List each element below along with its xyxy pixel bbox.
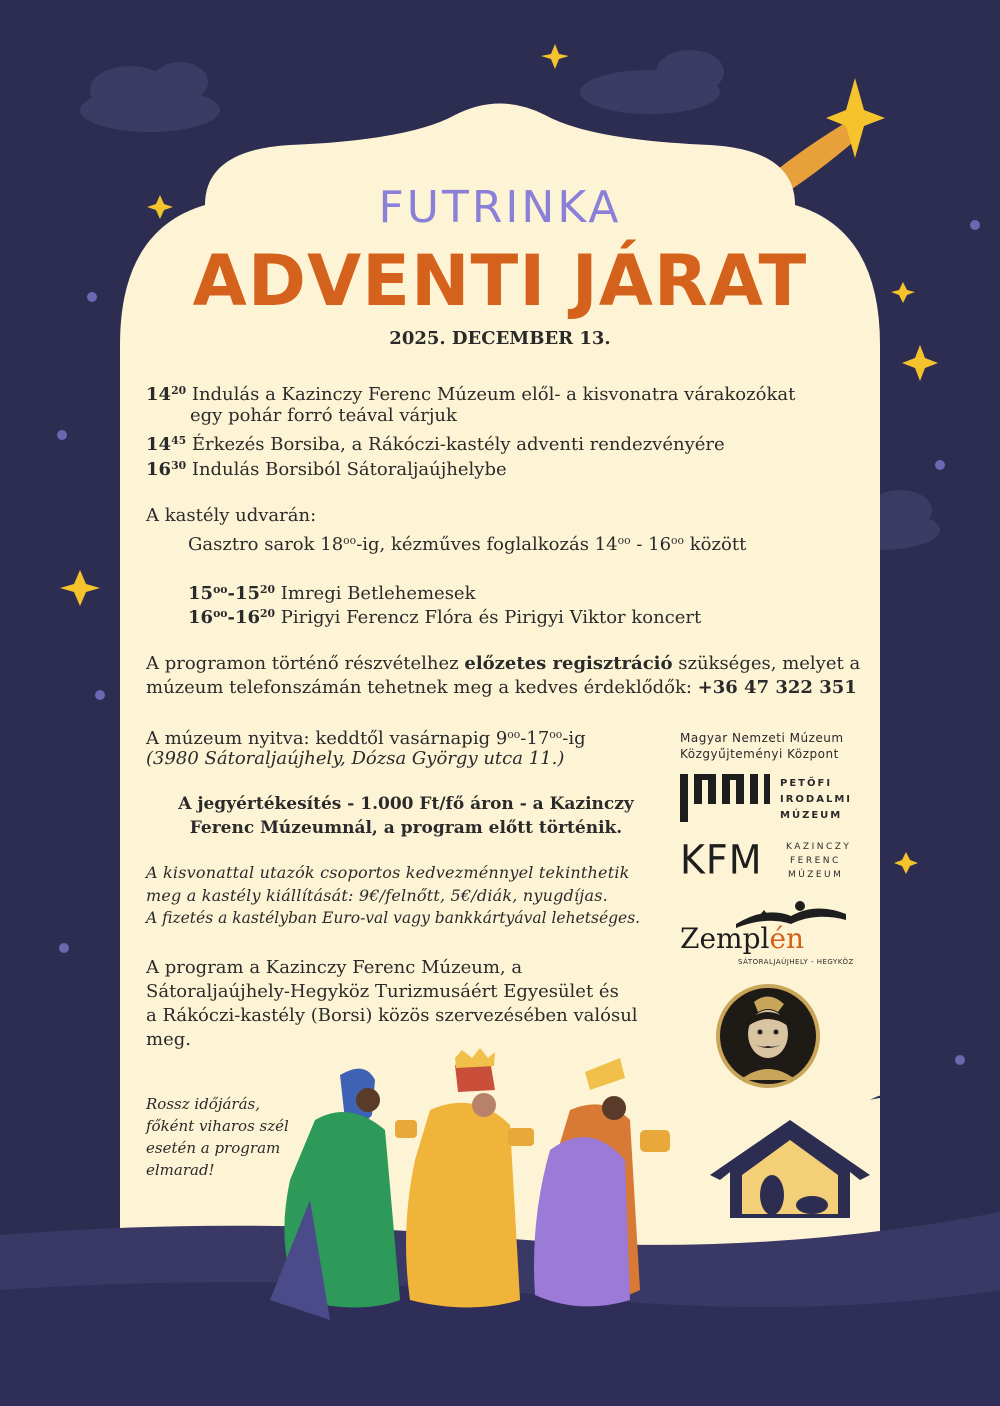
ticket-info: Ferenc Múzeumnál, a program előtt történik. xyxy=(189,818,623,838)
ticket-info: A jegyértékesítés - 1.000 Ft/fő áron - a Kazinczy xyxy=(178,794,634,814)
pim-mark-icon xyxy=(680,774,770,822)
discount-info: A fizetés a kastélyban Euro-val vagy bankkártyával lehetséges. xyxy=(146,909,641,927)
schedule-item: $14^{20}$ Indulás a Kazinczy Ferenc Múzeum elől- a kisvonatra várakozókat xyxy=(146,383,796,405)
organizers-text: a Rákóczi-kastély (Borsi) közös szervezésében valósul xyxy=(146,1005,638,1026)
schedule-item-continuation: egy pohár forró teával várjuk xyxy=(190,405,457,426)
castle-activities: Gasztro sarok $18^{oo}-ig$, kézműves foglalkozás $14^{oo} - 16^{oo}$ között xyxy=(188,533,747,555)
rakoczi-portrait-icon xyxy=(714,982,822,1090)
schedule-item: $14^{45}$ Érkezés Borsiba, a Rákóczi-kastély adventi rendezvényére xyxy=(146,433,725,455)
discount-info: A kisvonattal utazók csoportos kedvezménnyel tekinthetik xyxy=(146,863,630,882)
kfm-logo: KFM KAZINCZY FERENC MÚZEUM xyxy=(680,836,852,884)
rakoczi-portrait-logo xyxy=(714,982,822,1090)
museum-address: (3980 Sátoraljaújhely, Dózsa György utca 11.) xyxy=(146,748,565,769)
registration-phone-line: múzeum telefonszámán tehetnek meg a kedves érdeklődők: +36 47 322 351 xyxy=(146,677,857,698)
pim-logo: PETŐFI IRODALMI MÚZEUM xyxy=(680,774,860,824)
castle-heading: A kastély udvarán: xyxy=(146,505,317,526)
weather-note: Rossz időjárás, főként viharos szél esetén a program elmarad! xyxy=(146,1095,289,1179)
castle-event: $16^{oo}-16^{20}$ Pirigyi Ferencz Flóra és Pirigyi Viktor koncert xyxy=(188,606,702,628)
organizers-text: A program a Kazinczy Ferenc Múzeum, a xyxy=(146,957,523,978)
kfm-mark: KFM xyxy=(680,836,763,884)
kicker-title: FUTRINKA xyxy=(378,182,622,233)
organizers-text: Sátoraljaújhely-Hegyköz Turizmusáért Egyesület és xyxy=(146,981,619,1002)
registration-text: A programon történő részvételhez előzetes regisztráció szükséges, melyet a xyxy=(146,653,861,674)
schedule-item: $16^{30}$ Indulás Borsiból Sátoraljaújhelybe xyxy=(146,458,507,480)
discount-info: meg a kastély kiállítását: 9€/felnőtt, 5€/diák, nyugdíjas. xyxy=(146,886,608,905)
palm-tree-icon xyxy=(870,1090,985,1220)
phone-number[interactable]: +36 47 322 351 xyxy=(697,677,857,698)
page-title: ADVENTI JÁRAT xyxy=(192,240,808,322)
opening-hours: A múzeum nyitva: keddtől vasárnapig $9^{oo}-17^{oo}-ig$ xyxy=(146,727,586,749)
event-date: 2025. DECEMBER 13. xyxy=(389,328,611,349)
mnm-logo-text: Magyar Nemzeti Múzeum Közgyűjteményi Központ xyxy=(680,731,844,761)
zemplen-logo: Zemplén SÁTORALJAÚJHELY - HEGYKÖZ xyxy=(680,898,860,968)
castle-event: $15^{oo}-15^{20}$ Imregi Betlehemesek xyxy=(188,582,476,604)
organizers-text: meg. xyxy=(146,1029,191,1050)
sponsor-logos xyxy=(680,730,860,966)
